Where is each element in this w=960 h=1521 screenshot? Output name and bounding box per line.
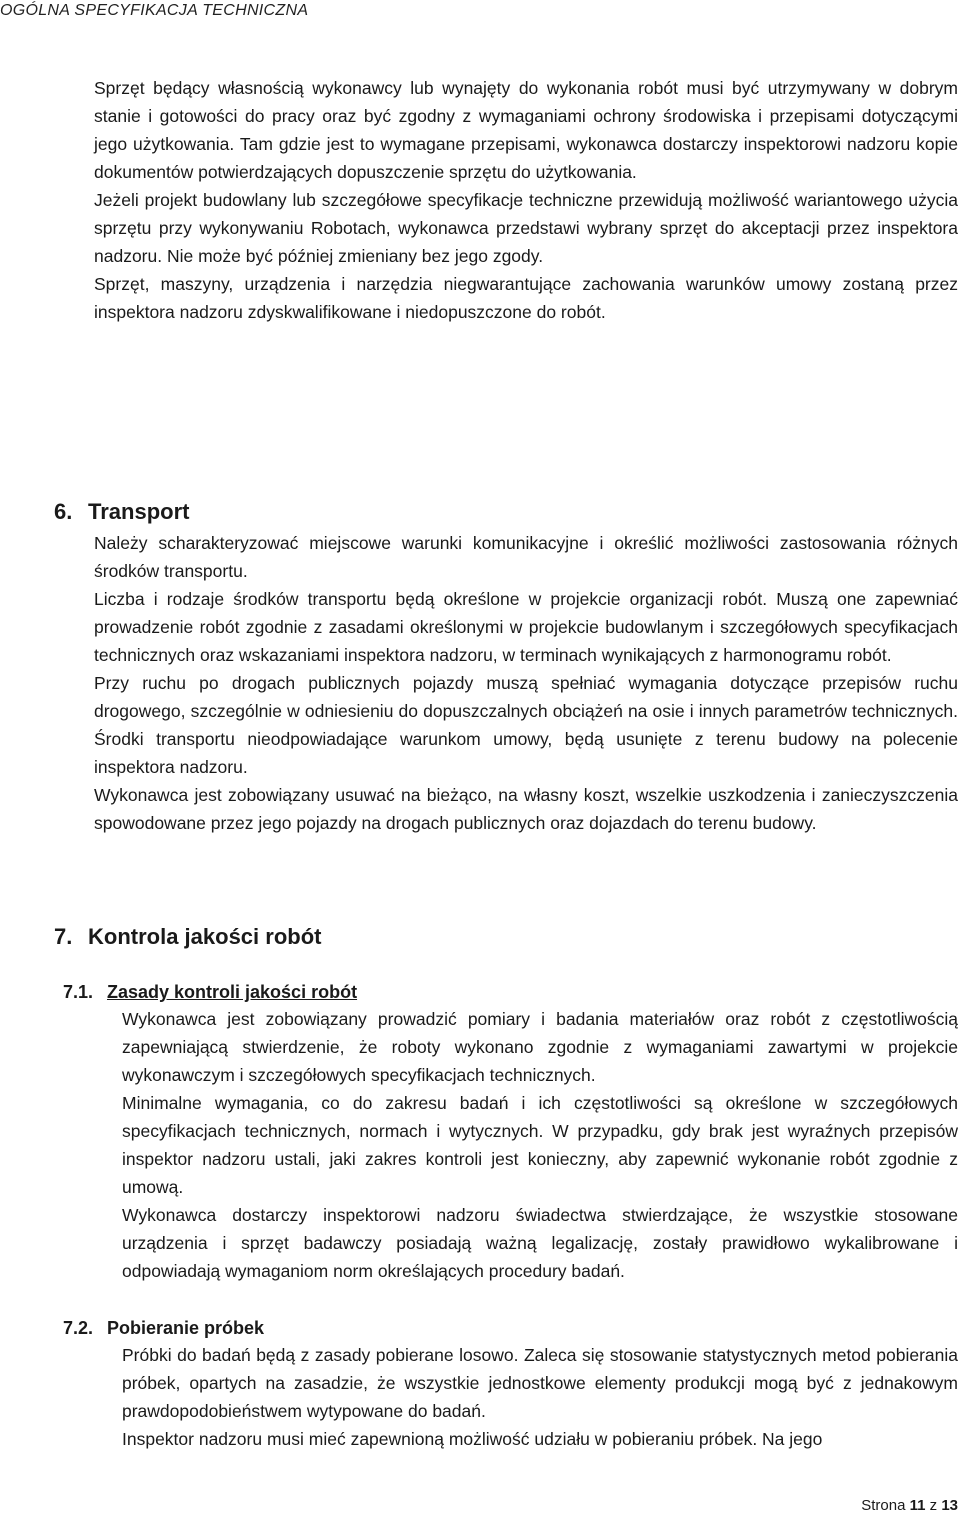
- footer-separator: z: [929, 1497, 938, 1514]
- intro-block: [94, 74, 958, 326]
- subsection-heading-7-1: [63, 979, 357, 1005]
- section-number: 7.: [54, 924, 73, 949]
- paragraph: Przy ruchu po drogach publicznych pojazdy muszą spełniać wymagania dotyczące przepisów ruchu drogowego, szczególnie w odniesieniu do dopuszczalnych obciążeń na osie i innych parametrów technicznych. Środki transportu nieodpowiadające warunkom umowy, będą usunięte z terenu budowy na polecenie inspektora nadzoru.: [94, 673, 958, 777]
- running-header: OGÓLNA SPECYFIKACJA TECHNICZNA: [0, 2, 309, 19]
- paragraph: Jeżeli projekt budowlany lub szczegółowe specyfikacje techniczne przewidują możliwość wariantowego użycia sprzętu przy wykonywaniu Robotach, wykonawca przedstawi wybrany sprzęt do akceptacji przez inspektora nadzoru. Nie może być później zmieniany bez jego zgody.: [94, 190, 958, 266]
- paragraph: Wykonawca jest zobowiązany prowadzić pomiary i badania materiałów oraz robót z częstotliwością zapewniającą stwierdzenie, że roboty wykonano zgodnie z wymaganiami zawartymi w projekcie wykonawczym i szczegółowych specyfikacjach technicznych.: [122, 1009, 958, 1085]
- section-title: Kontrola jakości robót: [88, 924, 322, 949]
- footer-label: Strona: [861, 1497, 906, 1514]
- section-heading-transport: [54, 497, 189, 527]
- section-6-body: [94, 529, 958, 837]
- total-pages: 13: [941, 1497, 958, 1514]
- paragraph: Minimalne wymagania, co do zakresu badań i ich częstotliwości są określone w szczegółowych specyfikacjach technicznych, normach i wytycznych. W przypadku, gdy brak jest wyraźnych przepisów inspektor nadzoru ustali, jaki zakres kontroli jest konieczny, aby zapewnić wykonanie robót zgodnie z umową.: [122, 1093, 958, 1197]
- subsection-title: Pobieranie próbek: [107, 1318, 265, 1338]
- section-title: Transport: [88, 499, 190, 524]
- paragraph: Próbki do badań będą z zasady pobierane losowo. Zaleca się stosowanie statystycznych metod pobierania próbek, opartych na zasadzie, że wszystkie jednostkowe elementy produkcji mogą być z jednakowym prawdopodobieństwem wytypowane do badań.: [122, 1345, 958, 1421]
- subsection-number: 7.1.: [63, 982, 94, 1002]
- subsection-number: 7.2.: [63, 1318, 94, 1338]
- paragraph: Wykonawca dostarczy inspektorowi nadzoru świadectwa stwierdzające, że wszystkie stosowane urządzenia i sprzęt badawczy posiadają ważną legalizację, zostały prawidłowo wykalibrowane i odpowiadają wymaganiom norm określających procedury badań.: [122, 1205, 958, 1281]
- subsection-7-1-body: [122, 1005, 958, 1285]
- subsection-title: Zasady kontroli jakości robót: [107, 982, 358, 1002]
- subsection-heading-7-2: [63, 1315, 264, 1341]
- subsection-7-2-body: [122, 1341, 958, 1453]
- paragraph: Wykonawca jest zobowiązany usuwać na bieżąco, na własny koszt, wszelkie uszkodzenia i zanieczyszczenia spowodowane przez jego pojazdy na drogach publicznych oraz dojazdach do terenu budowy.: [94, 785, 958, 833]
- current-page: 11: [909, 1497, 926, 1514]
- paragraph: Sprzęt, maszyny, urządzenia i narzędzia niegwarantujące zachowania warunków umowy zostaną przez inspektora nadzoru zdyskwalifikowane i niedopuszczone do robót.: [94, 274, 958, 322]
- paragraph: Inspektor nadzoru musi mieć zapewnioną możliwość udziału w pobieraniu próbek. Na jego: [122, 1429, 823, 1449]
- page-number-footer: [861, 1497, 958, 1514]
- paragraph: Należy scharakteryzować miejscowe warunki komunikacyjne i określić możliwości zastosowania różnych środków transportu.: [94, 533, 958, 581]
- paragraph: Sprzęt będący własnością wykonawcy lub wynajęty do wykonania robót musi być utrzymywany w dobrym stanie i gotowości do pracy oraz być zgodny z wymaganiami ochrony środowiska i przepisami dotyczącymi jego użytkowania. Tam gdzie jest to wymagane przepisami, wykonawca dostarczy inspektorowi nadzoru kopie dokumentów potwierdzających dopuszczenie sprzętu do użytkowania.: [94, 78, 958, 182]
- paragraph: Liczba i rodzaje środków transportu będą określone w projekcie organizacji robót. Muszą one zapewniać prowadzenie robót zgodnie z zasadami określonymi w projekcie budowlanym i szczegółowych specyfikacjach technicznych oraz wskazaniami inspektora nadzoru, w terminach wynikających z harmonogramu robót.: [94, 589, 958, 665]
- section-heading-quality: [54, 922, 321, 952]
- section-number: 6.: [54, 499, 73, 524]
